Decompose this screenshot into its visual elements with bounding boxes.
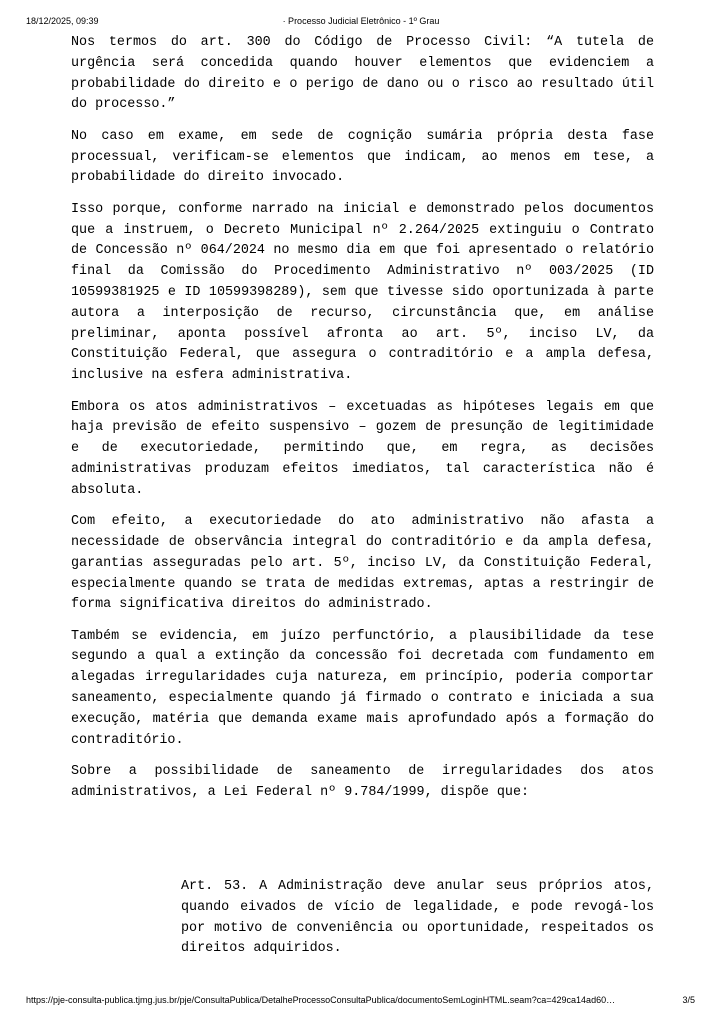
print-header	[0, 16, 722, 28]
print-footer	[0, 995, 722, 1007]
document-body	[71, 33, 654, 814]
print-title: · Processo Judicial Eletrônico - 1º Grau	[282, 16, 440, 26]
paragraph-cpc-article-300: Nos termos do art. 300 do Código de Processo Civil: “A tutela de urgência será concedida quando houver elementos que evidenciem a probabilidade do direito e o perigo de dano ou o risco ao resultado útil do processo.”	[71, 35, 654, 113]
paragraph-municipal-decree: Isso porque, conforme narrado na inicial e demonstrado pelos documentos que a instruem, o Decreto Municipal nº 2.264/2025 extinguiu o Contrato de Concessão nº 064/2024 no mesmo dia em que foi apresentado o relatório final da Comissão do Procedimento Administrativo nº 003/2025 (ID 10599381925 e ID 10599398289), sem que tivesse sido oportunizada à parte autora a interposição de recurso, circunstância que, em análise preliminar, aponta possível afronta ao art. 5º, inciso LV, da Constituição Federal, que assegura o contraditório e a ampla defesa, inclusive na esfera administrativa.	[71, 201, 654, 384]
paragraph-plausibility: Também se evidencia, em juízo perfunctório, a plausibilidade da tese segundo a qual a extinção da concessão foi decretada com fundamento em alegadas irregularidades cuja natureza, em princípio, poderia comportar saneamento, especialmente quando já firmado o contrato e iniciada a sua execução, matéria que demanda exame mais aprofundado após a formação do contraditório.	[71, 628, 654, 748]
page-number: 3/5	[682, 995, 695, 1005]
document-url: https://pje-consulta-publica.tjmg.jus.br/pje/ConsultaPublica/DetalheProcessoConsultaPublica/documentoSemLoginHTML.seam?ca=429ca14ad60…	[26, 995, 616, 1005]
print-datetime: 18/12/2025, 09:39	[26, 16, 99, 26]
paragraph-law-9784: Sobre a possibilidade de saneamento de irregularidades dos atos administrativos, a Lei Federal nº 9.784/1999, dispõe que:	[71, 764, 654, 800]
paragraph-executoriness: Com efeito, a executoriedade do ato administrativo não afasta a necessidade de observância integral do contraditório e da ampla defesa, garantias asseguradas pelo art. 5º, inciso LV, da Constituição Federal, especialmente quando se trata de medidas extremas, aptas a restringir de forma significativa direitos do administrado.	[71, 514, 654, 613]
quoted-article-53: Art. 53. A Administração deve anular seus próprios atos, quando eivados de vício de legalidade, e pode revogá-los por motivo de conveniência ou oportunidade, respeitados os direitos adquiridos.	[181, 879, 654, 957]
paragraph-administrative-acts: Embora os atos administrativos – excetuadas as hipóteses legais em que haja previsão de efeito suspensivo – gozem de presunção de legitimidade e de executoriedade, permitindo que, em regra, as decisões administrativas produzam efeitos imediatos, tal característica não é absoluta.	[71, 399, 654, 498]
paragraph-probability-of-right: No caso em exame, em sede de cognição sumária própria desta fase processual, verificam-se elementos que indicam, ao menos em tese, a probabilidade do direito invocado.	[71, 128, 654, 186]
